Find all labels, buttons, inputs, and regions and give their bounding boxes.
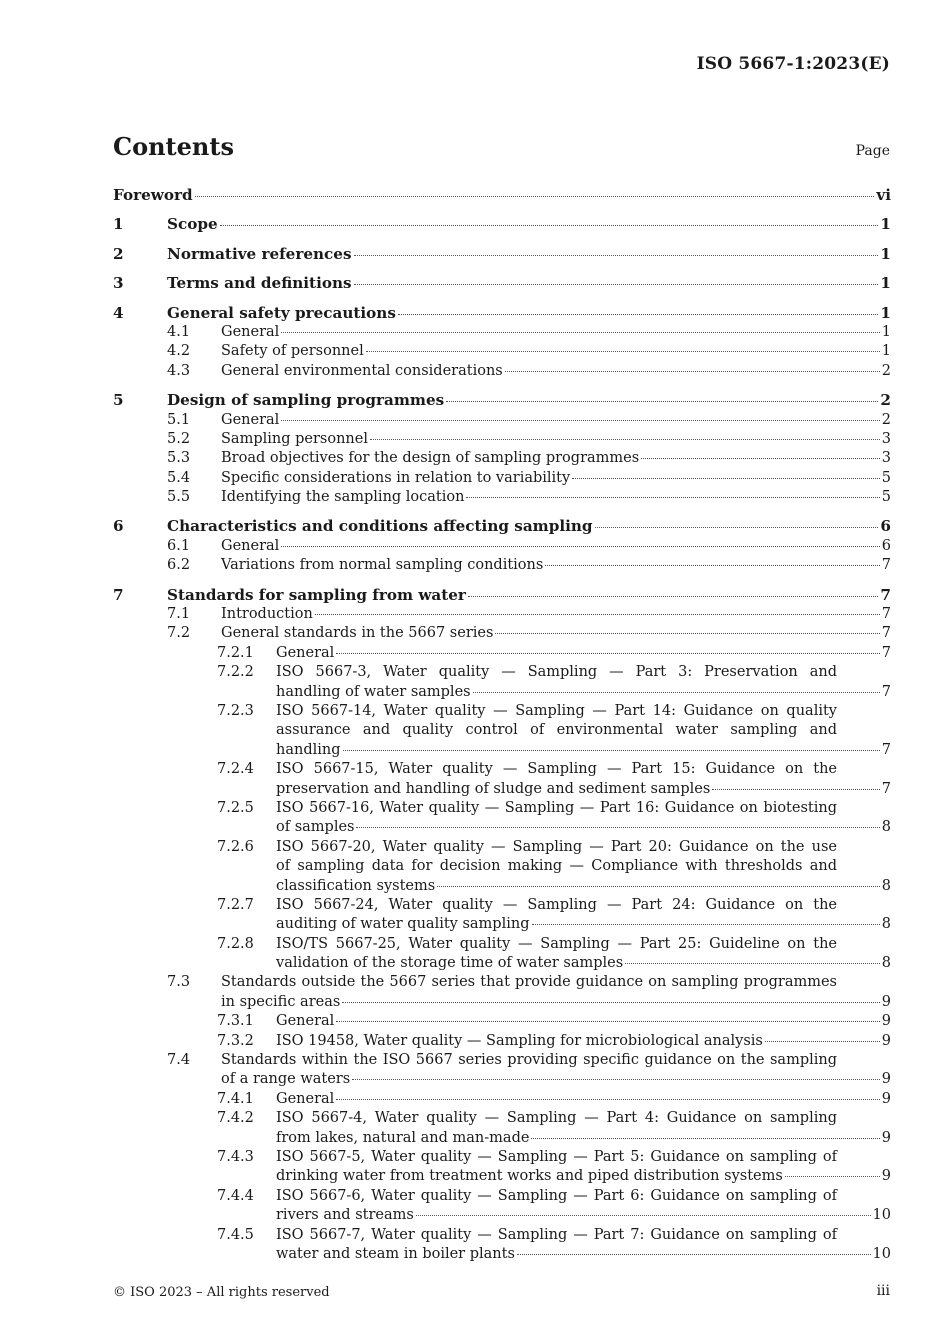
toc-entry-title: ISO 5667-5, Water quality — Sampling — Part 5: Guidance on sampling of	[276, 1148, 837, 1165]
toc-entry-line[interactable]	[113, 323, 891, 342]
toc-entry-number: 3	[113, 274, 124, 293]
toc-page-number: 3	[881, 430, 891, 447]
toc-entry-title: drinking water from treatment works and piped distribution systems	[276, 1168, 783, 1185]
dot-leader	[220, 224, 879, 226]
dot-leader	[281, 545, 879, 547]
toc-entry-title: classification systems	[276, 877, 436, 894]
toc-entry-number: 7.2	[167, 625, 191, 642]
toc-entry-line[interactable]	[113, 304, 891, 323]
toc-entry-title: Variations from normal sampling conditions	[221, 557, 544, 574]
toc-entry-number: 7.2.7	[217, 896, 254, 913]
toc-entry-line[interactable]	[113, 342, 891, 361]
toc-page-number: 10	[872, 1245, 891, 1262]
toc-page-number: 7	[881, 741, 891, 758]
toc-entry-line[interactable]	[113, 1206, 891, 1225]
toc-entry-title: General safety precautions	[167, 303, 396, 322]
toc-entry-number: 4.2	[167, 343, 191, 360]
toc-entry-line[interactable]	[113, 954, 891, 973]
dot-leader	[343, 749, 880, 751]
toc-entry-number: 7.3.1	[217, 1013, 254, 1030]
toc-entry-title: ISO 5667-24, Water quality — Sampling — Part 24: Guidance on the	[276, 896, 837, 913]
dot-leader	[545, 564, 879, 566]
toc-page-number: 10	[872, 1207, 891, 1224]
toc-entry-line[interactable]	[113, 391, 891, 410]
toc-entry-title: handling	[276, 741, 341, 758]
toc-page-number: 1	[880, 215, 891, 234]
toc-entry-line[interactable]	[113, 915, 891, 934]
toc-entry-title: Foreword	[113, 186, 193, 204]
toc-entry-title: Safety of personnel	[221, 343, 364, 360]
toc-entry-line[interactable]	[113, 1226, 891, 1245]
toc-entry-number: 7.2.4	[217, 761, 254, 778]
toc-page-number: 9	[881, 1013, 891, 1030]
toc-entry-line[interactable]	[113, 760, 891, 779]
dot-leader	[336, 1098, 879, 1100]
toc-page-number: 1	[880, 303, 891, 322]
toc-entry-title: in specific areas	[221, 993, 341, 1010]
toc-entry-number: 2	[113, 244, 124, 263]
table-of-contents	[113, 186, 891, 1264]
toc-gap	[113, 576, 891, 586]
toc-entry-line[interactable]	[113, 1070, 891, 1089]
toc-page-number: 7	[881, 557, 891, 574]
toc-entry-line[interactable]	[113, 683, 891, 702]
toc-entry-line[interactable]	[113, 1051, 891, 1070]
dot-leader	[356, 826, 879, 828]
toc-gap	[113, 235, 891, 245]
toc-entry-title: ISO 5667-3, Water quality — Sampling — Part 3: Preservation and	[276, 664, 837, 681]
toc-page-number: 6	[881, 537, 891, 554]
toc-entry-title: ISO 5667-7, Water quality — Sampling — Part 7: Guidance on sampling of	[276, 1226, 837, 1243]
toc-page-number: 2	[880, 391, 891, 410]
toc-entry-title: ISO 5667-4, Water quality — Sampling — Part 4: Guidance on sampling	[276, 1110, 837, 1127]
toc-page-number: 3	[881, 450, 891, 467]
toc-entry-line[interactable]	[113, 537, 891, 556]
toc-entry-number: 7.2.6	[217, 838, 254, 855]
toc-entry-number: 7.2.3	[217, 702, 254, 719]
toc-entry-line[interactable]	[113, 215, 891, 234]
dot-leader	[446, 400, 878, 402]
toc-entry-line[interactable]	[113, 274, 891, 293]
toc-entry-line[interactable]	[113, 935, 891, 954]
toc-gap	[113, 205, 891, 215]
toc-entry-title: Specific considerations in relation to variability	[221, 469, 571, 486]
toc-entry-title: ISO/TS 5667-25, Water quality — Sampling — Part 25: Guideline on the	[276, 935, 837, 952]
toc-entry-number: 5.3	[167, 450, 191, 467]
toc-entry-number: 5.2	[167, 430, 191, 447]
toc-entry-number: 1	[113, 215, 124, 234]
toc-page-number: 7	[881, 625, 891, 642]
toc-page-number: 1	[880, 244, 891, 263]
toc-entry-title: General	[276, 1013, 335, 1030]
toc-entry-line[interactable]	[113, 896, 891, 915]
page-column-label: Page	[855, 143, 890, 159]
toc-entry-number: 7.1	[167, 606, 191, 623]
toc-entry-number: 5.5	[167, 489, 191, 506]
toc-page-number: 8	[881, 819, 891, 836]
toc-entry-title: assurance and quality control of environmental water sampling and	[276, 722, 837, 739]
toc-page-number: 7	[881, 683, 891, 700]
toc-gap	[113, 381, 891, 391]
toc-page-number: 2	[881, 411, 891, 428]
dot-leader	[785, 1175, 880, 1177]
toc-entry-line[interactable]	[113, 973, 891, 992]
toc-entry-number: 5.4	[167, 469, 191, 486]
dot-leader	[281, 331, 879, 333]
dot-leader	[370, 438, 880, 440]
toc-entry-number: 5	[113, 391, 124, 410]
toc-entry-number: 7.2.5	[217, 799, 254, 816]
toc-entry-line[interactable]	[113, 245, 891, 264]
toc-entry-title: Introduction	[221, 606, 313, 623]
toc-entry-title: General	[276, 644, 335, 661]
dot-leader	[352, 1078, 880, 1080]
toc-entry-number: 7.4.4	[217, 1187, 254, 1204]
toc-page-number: 7	[881, 606, 891, 623]
toc-entry-title: Normative references	[167, 244, 352, 263]
toc-entry-number: 7.4.5	[217, 1226, 254, 1243]
toc-entry-number: 6.1	[167, 537, 191, 554]
toc-entry-line[interactable]	[113, 799, 891, 818]
dot-leader	[466, 496, 879, 498]
toc-entry-title: Sampling personnel	[221, 430, 368, 447]
toc-page-number: 9	[881, 1090, 891, 1107]
toc-entry-number: 7.3	[167, 974, 191, 991]
toc-entry-line[interactable]	[113, 741, 891, 760]
toc-entry-line[interactable]	[113, 1090, 891, 1109]
dot-leader	[595, 526, 879, 528]
toc-page-number: 9	[881, 1032, 891, 1049]
toc-page-number: 7	[880, 585, 891, 604]
toc-entry-title: General	[276, 1090, 335, 1107]
toc-entry-title: ISO 5667-20, Water quality — Sampling — Part 20: Guidance on the use	[276, 838, 837, 855]
toc-entry-number: 7.4.3	[217, 1148, 254, 1165]
toc-entry-title: handling of water samples	[276, 683, 471, 700]
toc-entry-line[interactable]	[113, 721, 891, 740]
toc-entry-line[interactable]	[113, 857, 891, 876]
toc-entry-title: Standards for sampling from water	[167, 585, 466, 604]
dot-leader	[765, 1040, 880, 1042]
toc-entry-title: preservation and handling of sludge and sediment samples	[276, 780, 711, 797]
toc-entry-number: 5.1	[167, 411, 191, 428]
toc-entry-title: General	[221, 537, 280, 554]
toc-entry-number: 7.3.2	[217, 1032, 254, 1049]
toc-entry-line[interactable]	[113, 1245, 891, 1264]
toc-entry-title: Terms and definitions	[167, 274, 352, 293]
toc-entry-line[interactable]	[113, 411, 891, 430]
toc-page-number: 7	[881, 644, 891, 661]
toc-entry-title: General standards in the 5667 series	[221, 625, 494, 642]
dot-leader	[398, 313, 879, 315]
page-title: Contents	[113, 132, 234, 161]
dot-leader	[354, 283, 879, 285]
toc-entry-title: ISO 5667-15, Water quality — Sampling — Part 15: Guidance on the	[276, 761, 837, 778]
toc-page-number: 1	[880, 274, 891, 293]
toc-entry-line[interactable]	[113, 605, 891, 624]
dot-leader	[505, 370, 880, 372]
toc-page-number: 5	[881, 489, 891, 506]
dot-leader	[281, 419, 879, 421]
toc-entry-title: ISO 19458, Water quality — Sampling for microbiological analysis	[276, 1032, 763, 1049]
toc-entry-title: General environmental considerations	[221, 362, 503, 379]
toc-entry-title: General	[221, 411, 280, 428]
toc-page-number: 5	[881, 469, 891, 486]
toc-entry-line[interactable]	[113, 702, 891, 721]
dot-leader	[531, 1137, 879, 1139]
dot-leader	[336, 652, 879, 654]
toc-gap	[113, 264, 891, 274]
toc-entry-line[interactable]	[113, 818, 891, 837]
toc-page-number: 9	[881, 993, 891, 1010]
page-number: iii	[876, 1283, 890, 1299]
dot-leader	[625, 962, 880, 964]
toc-entry-title: from lakes, natural and man-made	[276, 1129, 530, 1146]
toc-page-number: 7	[881, 780, 891, 797]
toc-entry-line[interactable]	[113, 1187, 891, 1206]
toc-entry-title: Characteristics and conditions affecting sampling	[167, 517, 593, 536]
toc-entry-title: of a range waters	[221, 1071, 351, 1088]
dot-leader	[532, 923, 880, 925]
toc-entry-line[interactable]	[113, 1032, 891, 1051]
toc-entry-line[interactable]	[113, 1167, 891, 1186]
toc-page-number: 9	[881, 1071, 891, 1088]
toc-entry-title: ISO 5667-6, Water quality — Sampling — Part 6: Guidance on sampling of	[276, 1187, 837, 1204]
toc-entry-line[interactable]	[113, 780, 891, 799]
toc-entry-title: auditing of water quality sampling	[276, 916, 530, 933]
toc-entry-line[interactable]	[113, 838, 891, 857]
dot-leader	[572, 477, 880, 479]
dot-leader	[437, 885, 880, 887]
toc-entry-line[interactable]	[113, 430, 891, 449]
toc-entry-title: Broad objectives for the design of sampling programmes	[221, 450, 640, 467]
toc-entry-title: Scope	[167, 215, 218, 234]
toc-entry-line[interactable]	[113, 1129, 891, 1148]
toc-entry-title: ISO 5667-14, Water quality — Sampling — Part 14: Guidance on quality	[276, 702, 837, 719]
toc-entry-line[interactable]	[113, 993, 891, 1012]
dot-leader	[315, 613, 880, 615]
toc-entry-number: 4.1	[167, 323, 191, 340]
toc-entry-line[interactable]	[113, 1012, 891, 1031]
toc-entry-title: water and steam in boiler plants	[276, 1245, 515, 1262]
toc-entry-line[interactable]	[113, 1109, 891, 1128]
dot-leader	[195, 195, 875, 197]
copyright-notice: © ISO 2023 – All rights reserved	[113, 1285, 330, 1300]
dot-leader	[336, 1020, 879, 1022]
toc-entry-line[interactable]	[113, 449, 891, 468]
dot-leader	[342, 1001, 879, 1003]
toc-entry-title: Design of sampling programmes	[167, 391, 445, 410]
toc-page-number: 9	[881, 1168, 891, 1185]
toc-page-number: 1	[881, 343, 891, 360]
toc-page-number: 9	[881, 1129, 891, 1146]
toc-page-number: 1	[881, 323, 891, 340]
toc-entry-line[interactable]	[113, 469, 891, 488]
dot-leader	[366, 350, 880, 352]
dot-leader	[517, 1253, 871, 1255]
dot-leader	[416, 1214, 871, 1216]
dot-leader	[473, 691, 880, 693]
toc-entry-number: 6	[113, 517, 124, 536]
toc-entry-number: 6.2	[167, 557, 191, 574]
toc-entry-title: Standards outside the 5667 series that provide guidance on sampling programmes	[221, 974, 837, 991]
toc-page-number: 8	[881, 877, 891, 894]
toc-gap	[113, 294, 891, 304]
toc-entry-number: 4	[113, 303, 124, 322]
toc-entry-title: Standards within the ISO 5667 series providing specific guidance on the sampling	[221, 1052, 837, 1069]
toc-entry-number: 7.2.2	[217, 664, 254, 681]
toc-entry-line[interactable]	[113, 186, 891, 205]
toc-entry-title: of sampling data for decision making — Compliance with thresholds and	[276, 858, 837, 875]
toc-entry-line[interactable]	[113, 877, 891, 896]
dot-leader	[712, 788, 879, 790]
toc-entry-title: validation of the storage time of water samples	[276, 955, 624, 972]
dot-leader	[354, 254, 879, 256]
toc-entry-line[interactable]	[113, 517, 891, 536]
toc-page-number: 2	[881, 362, 891, 379]
toc-entry-title: ISO 5667-16, Water quality — Sampling — Part 16: Guidance on biotesting	[276, 799, 837, 816]
toc-page-number: vi	[876, 186, 891, 204]
toc-gap	[113, 507, 891, 517]
toc-entry-line[interactable]	[113, 1148, 891, 1167]
toc-entry-line[interactable]	[113, 644, 891, 663]
toc-entry-line[interactable]	[113, 586, 891, 605]
toc-entry-line[interactable]	[113, 663, 891, 682]
toc-page-number: 8	[881, 916, 891, 933]
toc-entry-number: 7.4.1	[217, 1090, 254, 1107]
toc-entry-line[interactable]	[113, 362, 891, 381]
toc-entry-number: 7.2.8	[217, 935, 254, 952]
toc-entry-number: 7	[113, 585, 124, 604]
document-id: ISO 5667-1:2023(E)	[696, 54, 890, 74]
toc-page-number: 8	[881, 955, 891, 972]
toc-entry-title: rivers and streams	[276, 1207, 414, 1224]
toc-entry-number: 7.4.2	[217, 1110, 254, 1127]
toc-entry-title: Identifying the sampling location	[221, 489, 465, 506]
dot-leader	[641, 457, 880, 459]
toc-entry-title: of samples	[276, 819, 355, 836]
toc-entry-number: 4.3	[167, 362, 191, 379]
dot-leader	[495, 632, 879, 634]
toc-page-number: 6	[880, 517, 891, 536]
toc-entry-line[interactable]	[113, 624, 891, 643]
toc-entry-number: 7.4	[167, 1052, 191, 1069]
toc-entry-title: General	[221, 323, 280, 340]
toc-entry-number: 7.2.1	[217, 644, 254, 661]
dot-leader	[468, 595, 878, 597]
toc-entry-line[interactable]	[113, 488, 891, 507]
toc-entry-line[interactable]	[113, 556, 891, 575]
